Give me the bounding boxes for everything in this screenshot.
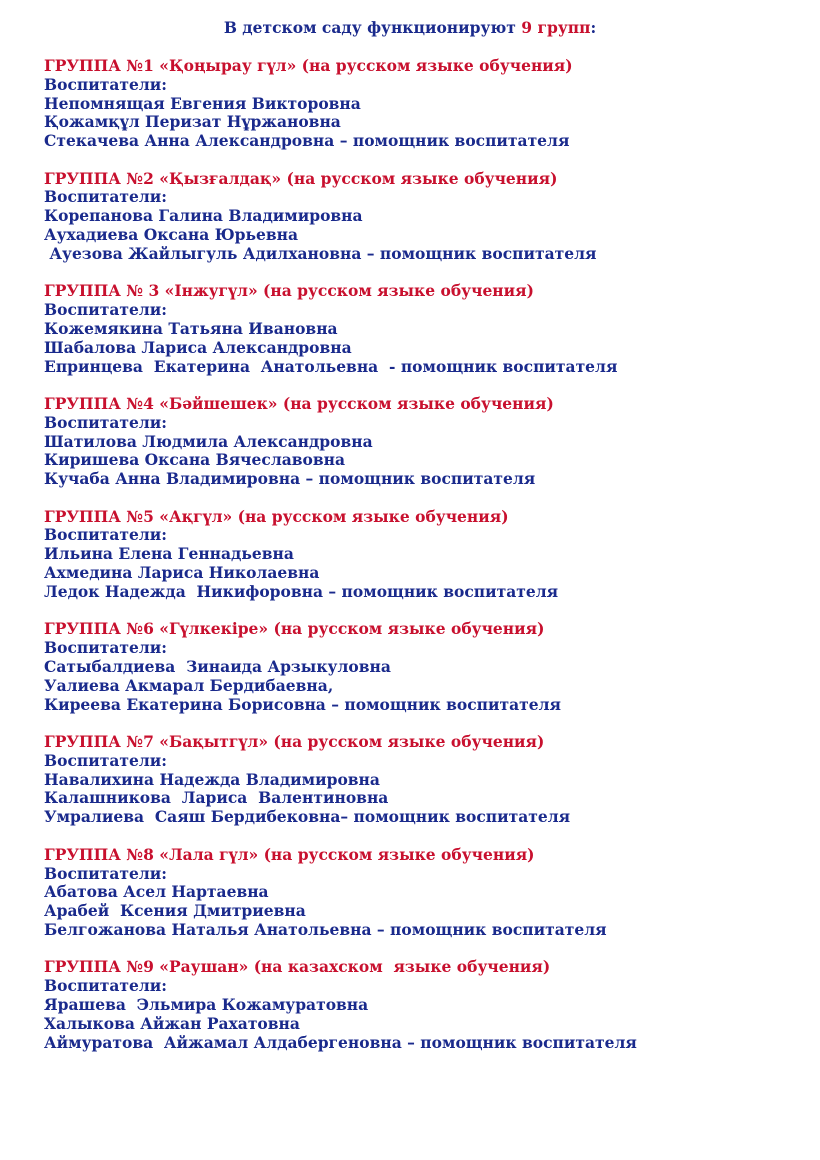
group-8	[44, 846, 804, 940]
assistant-role: - помощник воспитателя	[378, 356, 618, 376]
assistant-role: – помощник воспитателя	[325, 694, 561, 714]
assistant-name: Умралиева Саяш Бердибековна	[44, 807, 341, 827]
page-title	[0, 19, 820, 38]
group-2	[44, 170, 804, 264]
group-title: ГРУППА №5 «Ақгүл» (на русском языке обучения)	[44, 506, 509, 526]
educator-name: Ярашева Эльмира Кожамуратовна	[44, 994, 369, 1014]
group-title: ГРУППА №2 «Қызғалдақ» (на русском языке обучения)	[44, 168, 558, 188]
educator-name: Абатова Асел Нартаевна	[44, 882, 269, 902]
assistant-line	[44, 132, 804, 151]
assistant-line	[44, 358, 804, 377]
educator-name: Халыкова Айжан Рахатовна	[44, 1013, 300, 1033]
group-1	[44, 57, 804, 151]
assistant-name: Ауезова Жайлыгуль Адилхановна	[44, 243, 362, 263]
educator-name: Қожамқұл Перизат Нұржановна	[44, 112, 341, 132]
title-prefix: В детском саду функционируют	[223, 18, 522, 37]
educator-name: Кожемякина Татьяна Ивановна	[44, 318, 338, 338]
title-suffix: :	[590, 18, 597, 37]
educator-name: Аухадиева Оксана Юрьевна	[44, 225, 299, 245]
assistant-role: – помощник воспитателя	[334, 131, 570, 151]
assistant-line	[44, 470, 804, 489]
group-9	[44, 958, 804, 1052]
group-5	[44, 508, 804, 602]
educators-label: Воспитатели:	[44, 412, 167, 432]
educator-name: Непомнящая Евгения Викторовна	[44, 93, 361, 113]
assistant-role: – помощник воспитателя	[323, 581, 559, 601]
educator-name: Киришева Оксана Вячеславовна	[44, 450, 346, 470]
assistant-name: Кучаба Анна Владимировна	[44, 469, 301, 489]
group-7	[44, 733, 804, 827]
group-title: ГРУППА №7 «Бақытгүл» (на русском языке обучения)	[44, 732, 545, 752]
title-group-count: 9 групп	[521, 18, 591, 37]
group-title: ГРУППА №4 «Бәйшешек» (на русском языке обучения)	[44, 394, 554, 414]
assistant-role: – помощник воспитателя	[401, 1032, 637, 1052]
groups-list	[44, 57, 804, 1071]
assistant-line	[44, 245, 804, 264]
educators-label: Воспитатели:	[44, 525, 167, 545]
assistant-name: Епринцева Екатерина Анатольевна	[44, 356, 379, 376]
assistant-name: Ледок Надежда Никифоровна	[44, 581, 324, 601]
assistant-role: – помощник воспитателя	[300, 469, 536, 489]
assistant-role: – помощник воспитателя	[361, 243, 597, 263]
assistant-line	[44, 583, 804, 602]
assistant-role: – помощник воспитателя	[371, 919, 607, 939]
group-title: ГРУППА №6 «Гүлкекіре» (на русском языке обучения)	[44, 619, 545, 639]
assistant-role: – помощник воспитателя	[340, 807, 571, 827]
educator-name: Навалихина Надежда Владимировна	[44, 769, 380, 789]
educators-label: Воспитатели:	[44, 187, 167, 207]
educator-name: Уалиева Акмарал Бердибаевна,	[44, 675, 334, 695]
assistant-name: Киреева Екатерина Борисовна	[44, 694, 326, 714]
educators-label: Воспитатели:	[44, 976, 167, 996]
educator-name: Арабей Ксения Дмитриевна	[44, 901, 306, 921]
assistant-line	[44, 1034, 804, 1053]
educators-label: Воспитатели:	[44, 638, 167, 658]
group-title: ГРУППА №9 «Раушан» (на казахском языке обучения)	[44, 957, 551, 977]
educator-name: Ильина Елена Геннадьевна	[44, 544, 294, 564]
educator-name: Сатыбалдиева Зинаида Арзыкуловна	[44, 656, 391, 676]
educator-name: Корепанова Галина Владимировна	[44, 206, 363, 226]
group-4	[44, 395, 804, 489]
assistant-line	[44, 808, 804, 827]
assistant-name: Стекачева Анна Александровна	[44, 131, 335, 151]
educators-label: Воспитатели:	[44, 863, 167, 883]
group-6	[44, 620, 804, 714]
educator-name: Шатилова Людмила Александровна	[44, 431, 373, 451]
assistant-line	[44, 921, 804, 940]
assistant-name: Белгожанова Наталья Анатольевна	[44, 919, 372, 939]
educators-label: Воспитатели:	[44, 74, 167, 94]
group-title: ГРУППА №1 «Қоңырау гүл» (на русском языке обучения)	[44, 56, 573, 75]
group-title: ГРУППА № 3 «Інжугүл» (на русском языке обучения)	[44, 281, 534, 301]
assistant-name: Аймуратова Айжамал Алдабергеновна	[44, 1032, 402, 1052]
group-3	[44, 282, 804, 376]
educators-label: Воспитатели:	[44, 300, 167, 320]
educators-label: Воспитатели:	[44, 750, 167, 770]
educator-name: Ахмедина Лариса Николаевна	[44, 563, 320, 583]
group-title: ГРУППА №8 «Лала гүл» (на русском языке обучения)	[44, 844, 535, 864]
educator-name: Калашникова Лариса Валентиновна	[44, 788, 389, 808]
assistant-line	[44, 696, 804, 715]
educator-name: Шабалова Лариса Александровна	[44, 337, 352, 357]
